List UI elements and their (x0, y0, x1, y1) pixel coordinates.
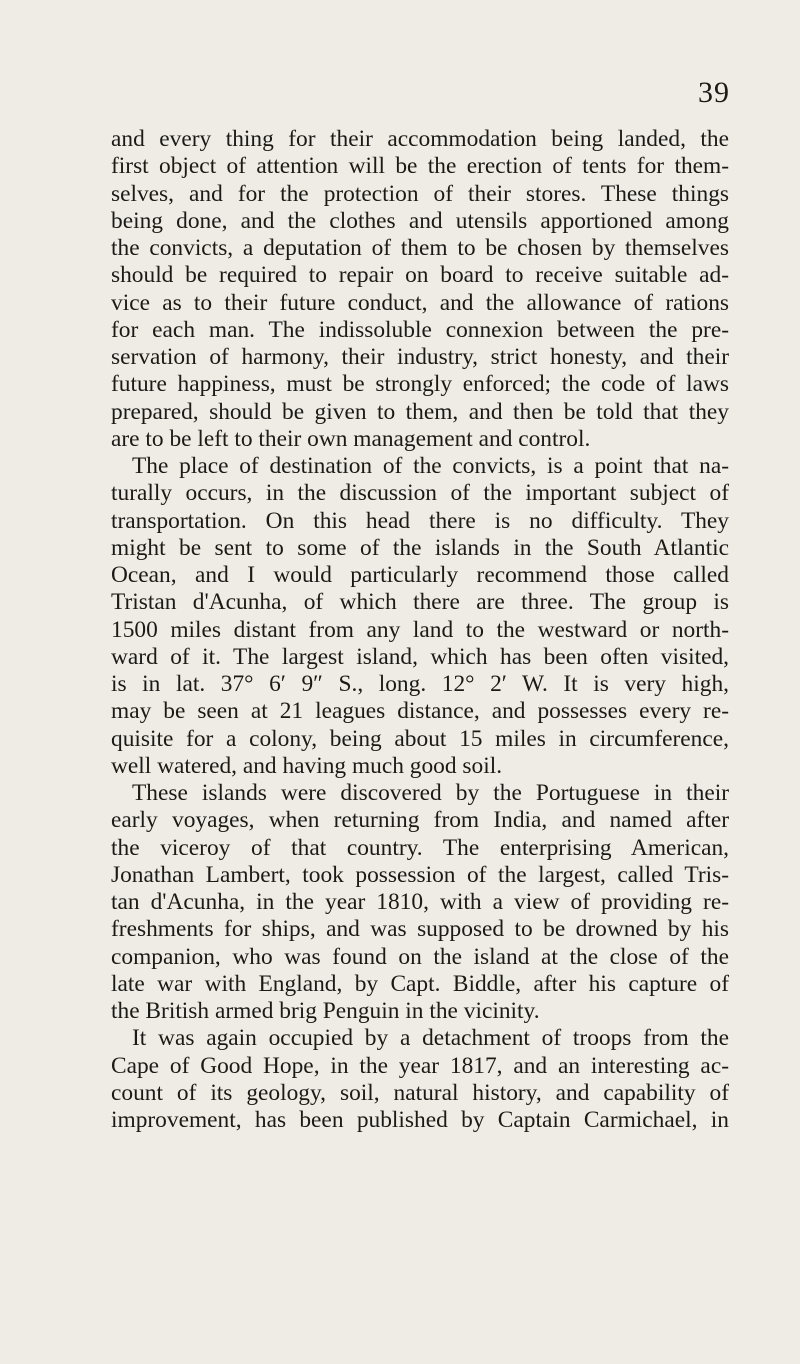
text-line: ward of it. The largest island, which has been often visited, (111, 643, 729, 670)
text-line: quisite for a colony, being about 15 miles in circumference, (111, 725, 729, 752)
text-line: the viceroy of that country. The enterprising American, (111, 834, 729, 861)
text-line: well watered, and having much good soil. (111, 752, 503, 779)
body-text (111, 126, 729, 1134)
text-line: might be sent to some of the islands in the South Atlantic (111, 534, 729, 561)
text-line: Jonathan Lambert, took possession of the largest, called Tris- (111, 861, 729, 888)
text-line: Tristan d'Acunha, of which there are three. The group is (111, 589, 729, 616)
text-line: It was again occupied by a detachment of troops from the (132, 1025, 729, 1052)
text-line: These islands were discovered by the Portuguese in their (132, 780, 729, 806)
text-line: turally occurs, in the discussion of the important subject of (111, 480, 729, 507)
text-line: may be seen at 21 leagues distance, and possesses every re- (111, 698, 729, 725)
text-line: should be required to repair on board to receive suitable ad- (111, 262, 729, 289)
text-line: Cape of Good Hope, in the year 1817, and an interesting ac- (111, 1052, 729, 1079)
page-number: 39 (698, 76, 730, 109)
text-line: selves, and for the protection of their stores. These things (111, 180, 729, 207)
text-line: The place of destination of the convicts, is a point that na- (132, 453, 729, 479)
text-line: servation of harmony, their industry, strict honesty, and their (111, 344, 729, 370)
text-line: are to be left to their own management and control. (111, 425, 591, 452)
text-line: early voyages, when returning from India, and named after (111, 807, 729, 834)
text-line: for each man. The indissoluble connexion between the pre- (111, 316, 729, 343)
text-line: late war with England, by Capt. Biddle, after his capture of (111, 970, 729, 997)
text-line: is in lat. 37° 6′ 9″ S., long. 12° 2′ W. It is very high, (111, 671, 729, 697)
text-line: prepared, should be given to them, and then be told that they (111, 398, 729, 425)
text-line: first object of attention will be the erection of tents for them- (111, 153, 729, 180)
text-line: vice as to their future conduct, and the allowance of rations (111, 289, 729, 316)
text-line: companion, who was found on the island at the close of the (111, 943, 729, 970)
text-line: 1500 miles distant from any land to the westward or north- (111, 616, 729, 643)
text-line: the convicts, a deputation of them to be chosen by themselves (111, 235, 729, 261)
text-line: improvement, has been published by Captain Carmichael, in (111, 1107, 729, 1133)
text-line: tan d'Acunha, in the year 1810, with a view of providing re- (111, 889, 729, 915)
text-line: transportation. On this head there is no difficulty. They (111, 507, 729, 534)
text-line: future happiness, must be strongly enforced; the code of laws (111, 371, 729, 398)
text-line: Ocean, and I would particularly recommend those called (111, 562, 729, 588)
text-line: and every thing for their accommodation being landed, the (111, 126, 729, 152)
text-line: the British armed brig Penguin in the vicinity. (111, 998, 540, 1024)
text-line: freshments for ships, and was supposed to be drowned by his (111, 916, 729, 943)
text-line: being done, and the clothes and utensils apportioned among (111, 207, 729, 234)
text-line: count of its geology, soil, natural history, and capability of (111, 1079, 729, 1106)
